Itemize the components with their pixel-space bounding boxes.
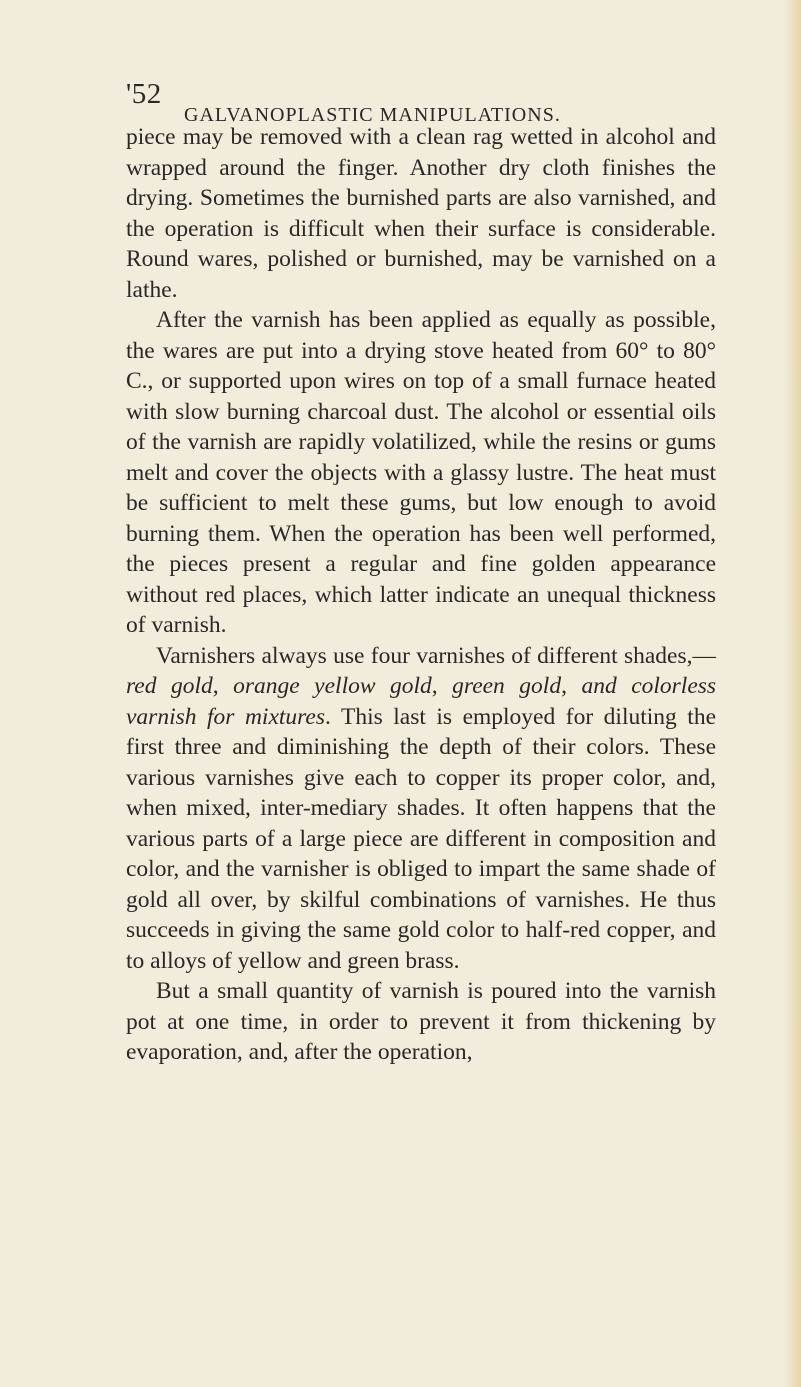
paragraph-1: piece may be removed with a clean rag wetted in alcohol and wrapped around the finger. Another dry cloth finishes the drying. Sometimes the burnished parts are also varnished, and the operation is difficult when their surface is considerable. Round wares, polished or burnished, may be varnished on a lathe. bbox=[126, 124, 716, 303]
separator: , bbox=[431, 673, 453, 699]
page-edge-shading bbox=[783, 0, 801, 1387]
varnish-colorless-for-mixtures: colorless varnish for mixtures bbox=[126, 673, 717, 730]
paragraph-3-rest: . This last is employed for diluting the first three and diminishing the depth of their colors. These various varnishes give each to copper its proper color, and, when mixed, inter-mediary shades. It often happens that the various parts of a large piece are different in composition and color, and the varnisher is obliged to impart the same shade of gold all over, by skilful combinations of varnishes. He thus succeeds in giving the same gold color to half-red copper, and to alloys of yellow and green brass. bbox=[126, 703, 716, 974]
separator: , bbox=[561, 673, 582, 699]
separator bbox=[617, 673, 632, 699]
book-page bbox=[126, 72, 716, 1068]
paragraph-2: After the varnish has been applied as equally as possible, the wares are put into a drying stove heated from 60° to 80° C., or supported upon wires on top of a small furnace heated with slow burning charcoal dust. The alcohol or essential oils of the varnish are rapidly volatilized, while the resins or gums melt and cover the objects with a glassy lustre. The heat must be sufficient to melt these gums, but low enough to avoid burning them. When the operation has been well performed, the pieces present a regular and fine golden appearance without red places, which latter indicate an unequal thickness of varnish. bbox=[126, 307, 716, 638]
varnish-shade-red-gold: red gold bbox=[126, 673, 213, 699]
varnish-shade-orange-yellow-gold: orange yellow gold bbox=[233, 673, 432, 699]
paragraph-4: But a small quantity of varnish is poured into the varnish pot at one time, in order to prevent it from thickening by evaporation, and, after the operation, bbox=[126, 978, 716, 1065]
running-head-title: GALVANOPLASTIC MANIPULATIONS. bbox=[184, 104, 561, 126]
paragraph-3-intro: Varnishers always use four varnishes of different shades,— bbox=[156, 642, 716, 669]
separator: , bbox=[212, 673, 234, 699]
page-number: '52 bbox=[126, 78, 162, 110]
varnish-shade-green-gold: green gold bbox=[452, 673, 562, 699]
running-head bbox=[126, 72, 716, 126]
paragraph-3 bbox=[126, 641, 716, 977]
conjunction-and: and bbox=[581, 673, 617, 699]
body-text bbox=[126, 122, 716, 1068]
